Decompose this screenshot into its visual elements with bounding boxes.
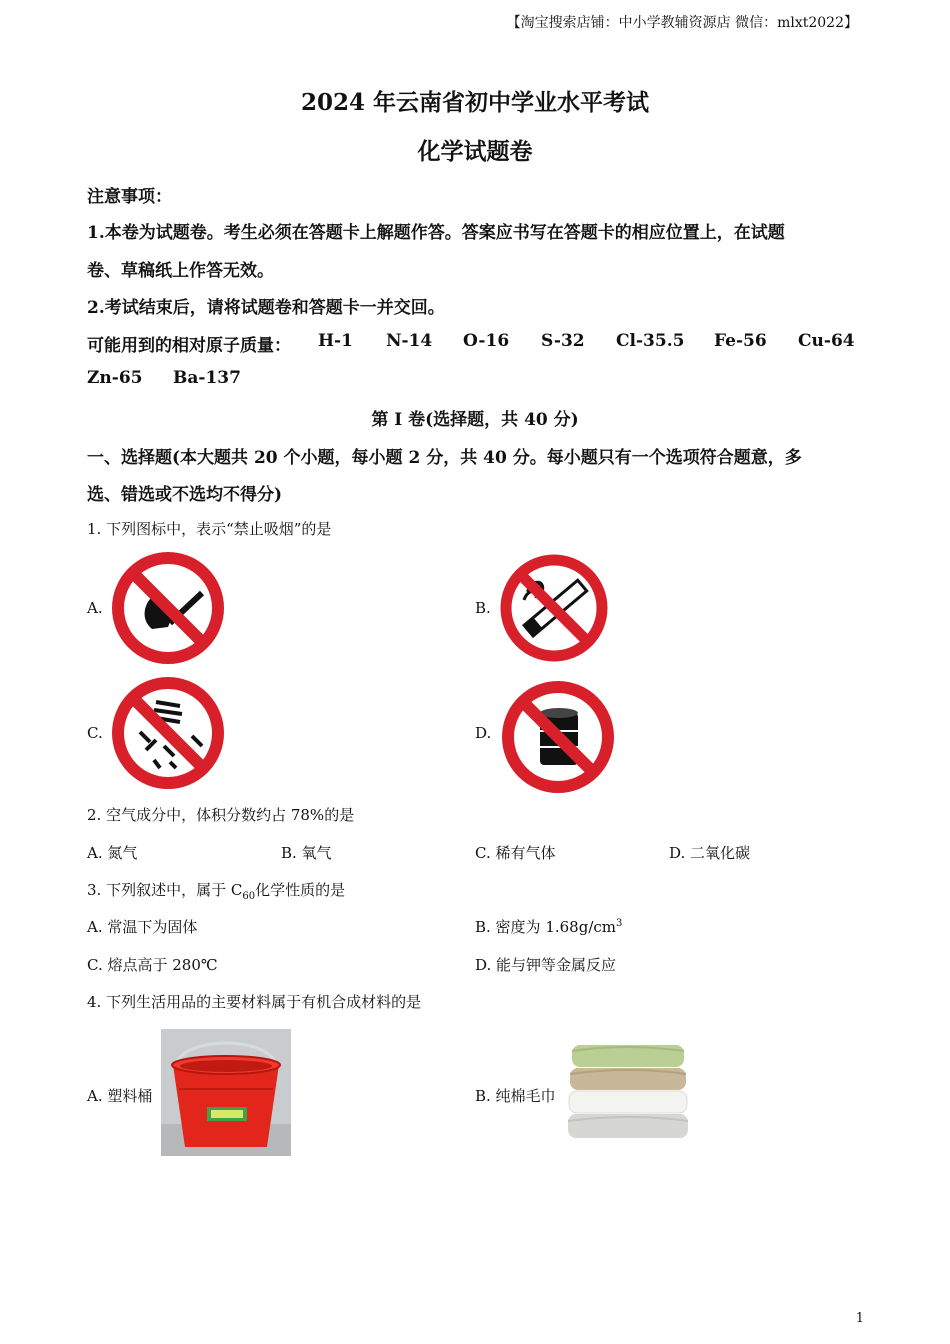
notice-heading: 注意事项： <box>87 187 172 207</box>
q3-option-b: B. 密度为 $1.68g/cm^3$ <box>475 918 623 936</box>
q2-option-b: B. 氧气 <box>281 844 332 862</box>
no-fireworks-sign-icon <box>110 676 226 790</box>
page-number: 1 <box>855 1311 864 1326</box>
q3-option-c: C. 熔点高于 280℃ <box>87 956 218 974</box>
atomic-mass-cu: Cu-64 <box>798 331 855 351</box>
q1-option-a-label: A. <box>87 599 103 617</box>
no-oil-drum-sign-icon <box>500 679 616 795</box>
q4-option-a: A. 塑料桶 <box>87 1087 153 1105</box>
header-note: 【淘宝搜索店铺：中小学教辅资源店 微信：mlxt2022】 <box>506 15 858 31</box>
atomic-mass-s: S-32 <box>541 331 585 351</box>
no-smoking-sign-icon <box>498 552 610 664</box>
exam-subtitle: 化学试题卷 <box>417 138 533 165</box>
folded-towels-photo <box>566 1041 690 1141</box>
q3-option-d: D. 能与钾等金属反应 <box>475 956 617 974</box>
atomic-mass-cl: Cl-35.5 <box>616 331 685 351</box>
atomic-mass-fe: Fe-56 <box>714 331 767 351</box>
atomic-mass-n: N-14 <box>386 331 433 351</box>
q4-stem: 4. 下列生活用品的主要材料属于有机合成材料的是 <box>87 993 422 1011</box>
notice-item1-line2: 卷、草稿纸上作答无效。 <box>87 261 274 281</box>
exam-title: 2024 年云南省初中学业水平考试 <box>300 89 650 116</box>
section1-instructions-line1: 一、选择题(本大题共 20 个小题，每小题 2 分，共 40 分。每小题只有一个选项符合题意，多 <box>87 448 802 468</box>
q1-stem: 1. 下列图标中，表示“禁止吸烟”的是 <box>87 520 332 538</box>
atomic-mass-label: 可能用到的相对原子质量： <box>87 336 291 356</box>
q2-option-c: C. 稀有气体 <box>475 844 556 862</box>
q2-option-d: D. 二氧化碳 <box>669 844 751 862</box>
q2-stem: 2. 空气成分中，体积分数约占 78%的是 <box>87 806 355 824</box>
no-open-flame-sign-icon <box>110 551 226 665</box>
q1-option-d-label: D. <box>475 724 492 742</box>
q4-option-b: B. 纯棉毛巾 <box>475 1087 556 1105</box>
section1-instructions-line2: 选、错选或不选均不得分) <box>87 485 283 505</box>
q3-stem: 3. 下列叙述中，属于 $C_{60}$化学性质的是 <box>87 881 346 902</box>
notice-item2: 2.考试结束后，请将试题卷和答题卡一并交回。 <box>87 298 445 318</box>
atomic-mass-zn: Zn-65 <box>87 368 143 388</box>
q2-option-a: A. 氮气 <box>87 844 138 862</box>
atomic-mass-o: O-16 <box>463 331 510 351</box>
atomic-mass-h: H-1 <box>318 331 353 351</box>
q1-option-c-label: C. <box>87 724 103 742</box>
atomic-mass-ba: Ba-137 <box>173 368 241 388</box>
notice-item1-line1: 1.本卷为试题卷。考生必须在答题卡上解题作答。答案应书写在答题卡的相应位置上，在试题 <box>87 223 785 243</box>
part1-title: 第 I 卷(选择题，共 40 分) <box>371 410 579 430</box>
red-plastic-bucket-photo <box>161 1029 291 1156</box>
q1-option-b-label: B. <box>475 599 491 617</box>
q3-option-a: A. 常温下为固体 <box>87 918 198 936</box>
